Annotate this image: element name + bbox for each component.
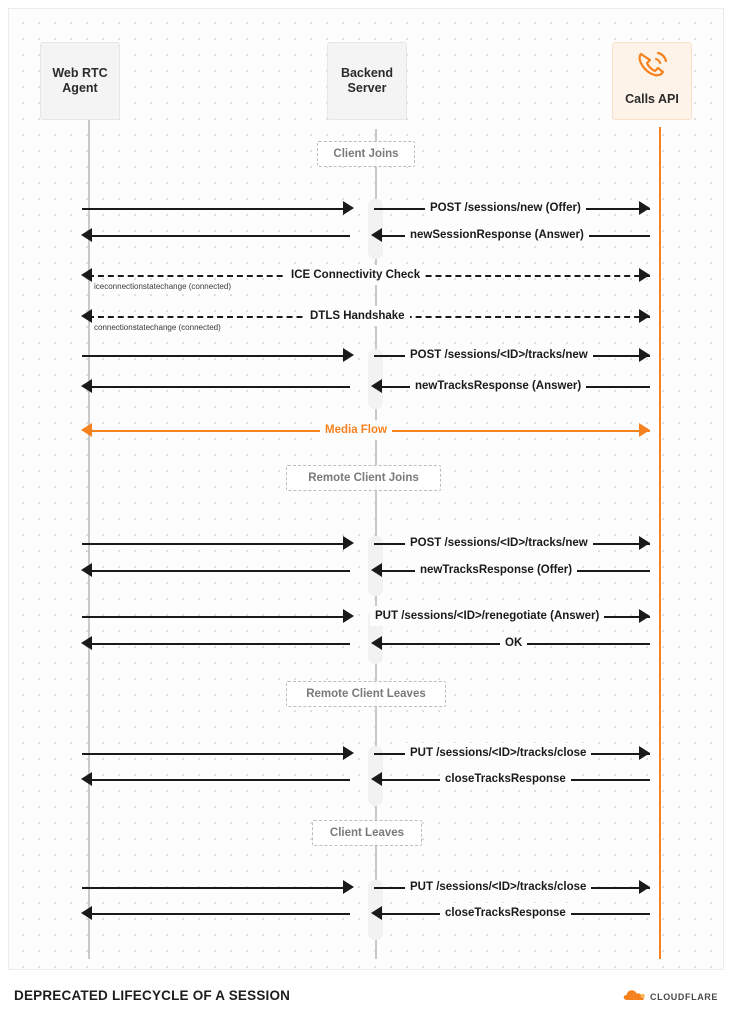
message-label: DTLS Handshake: [305, 306, 410, 326]
note-remote-client-joins: [286, 465, 441, 491]
message-put-tracks-close-2: [80, 877, 652, 897]
message-label: closeTracksResponse: [440, 903, 571, 923]
actor-label-line2: Server: [347, 81, 387, 95]
actor-label-line1: Calls API: [625, 92, 679, 106]
message-label: POST /sessions/<ID>/tracks/new: [405, 533, 593, 553]
actor-label-line1: Backend: [340, 66, 394, 80]
message-label: POST /sessions/new (Offer): [425, 198, 586, 218]
brand-label: CLOUDFLARE: [650, 992, 718, 1002]
note-label: Client Joins: [333, 148, 399, 160]
message-dtls-handshake: [80, 306, 652, 332]
note-label: Remote Client Leaves: [306, 688, 426, 700]
actor-calls-api[interactable]: [612, 42, 692, 120]
message-label: POST /sessions/<ID>/tracks/new: [405, 345, 593, 365]
message-media-flow: [80, 420, 652, 440]
message-post-sessions-new: [80, 198, 652, 218]
message-new-tracks-response-offer: [80, 560, 652, 580]
actor-label-line1: Web RTC: [52, 66, 108, 80]
page-title: DEPRECATED LIFECYCLE OF A SESSION: [14, 988, 291, 1003]
message-label: OK: [500, 633, 527, 653]
phone-icon: [635, 50, 669, 84]
note-label: Remote Client Joins: [308, 472, 419, 484]
message-sublabel: iceconnectionstatechange (connected): [94, 282, 231, 291]
message-ok: [80, 633, 652, 653]
message-label: closeTracksResponse: [440, 769, 571, 789]
message-new-tracks-response-answer: [80, 376, 652, 396]
message-label: newSessionResponse (Answer): [405, 225, 589, 245]
brand: [623, 988, 718, 1006]
note-client-leaves: [312, 820, 422, 846]
actor-webrtc-agent[interactable]: [40, 42, 120, 120]
message-post-tracks-new-1: [80, 345, 652, 365]
message-label: newTracksResponse (Answer): [410, 376, 586, 396]
lifeline-calls-api: [659, 127, 661, 959]
message-sublabel: connectionstatechange (connected): [94, 323, 221, 332]
actor-label-line2: Agent: [62, 81, 98, 95]
message-close-tracks-response-1: [80, 769, 652, 789]
note-label: Client Leaves: [329, 827, 405, 839]
message-close-tracks-response-2: [80, 903, 652, 923]
message-label: ICE Connectivity Check: [286, 265, 425, 285]
message-put-renegotiate: [80, 606, 652, 626]
message-label: newTracksResponse (Offer): [415, 560, 577, 580]
note-remote-client-leaves: [286, 681, 446, 707]
message-put-tracks-close-1: [80, 743, 652, 763]
message-new-session-response: [80, 225, 652, 245]
message-ice-connectivity-check: [80, 265, 652, 291]
message-label: Media Flow: [320, 420, 392, 440]
cloudflare-cloud-icon: [623, 988, 645, 1006]
message-label: PUT /sessions/<ID>/tracks/close: [405, 743, 591, 763]
message-post-tracks-new-2: [80, 533, 652, 553]
message-label: PUT /sessions/<ID>/renegotiate (Answer): [370, 606, 604, 626]
message-label: PUT /sessions/<ID>/tracks/close: [405, 877, 591, 897]
actor-backend-server[interactable]: [327, 42, 407, 120]
note-client-joins: [317, 141, 415, 167]
